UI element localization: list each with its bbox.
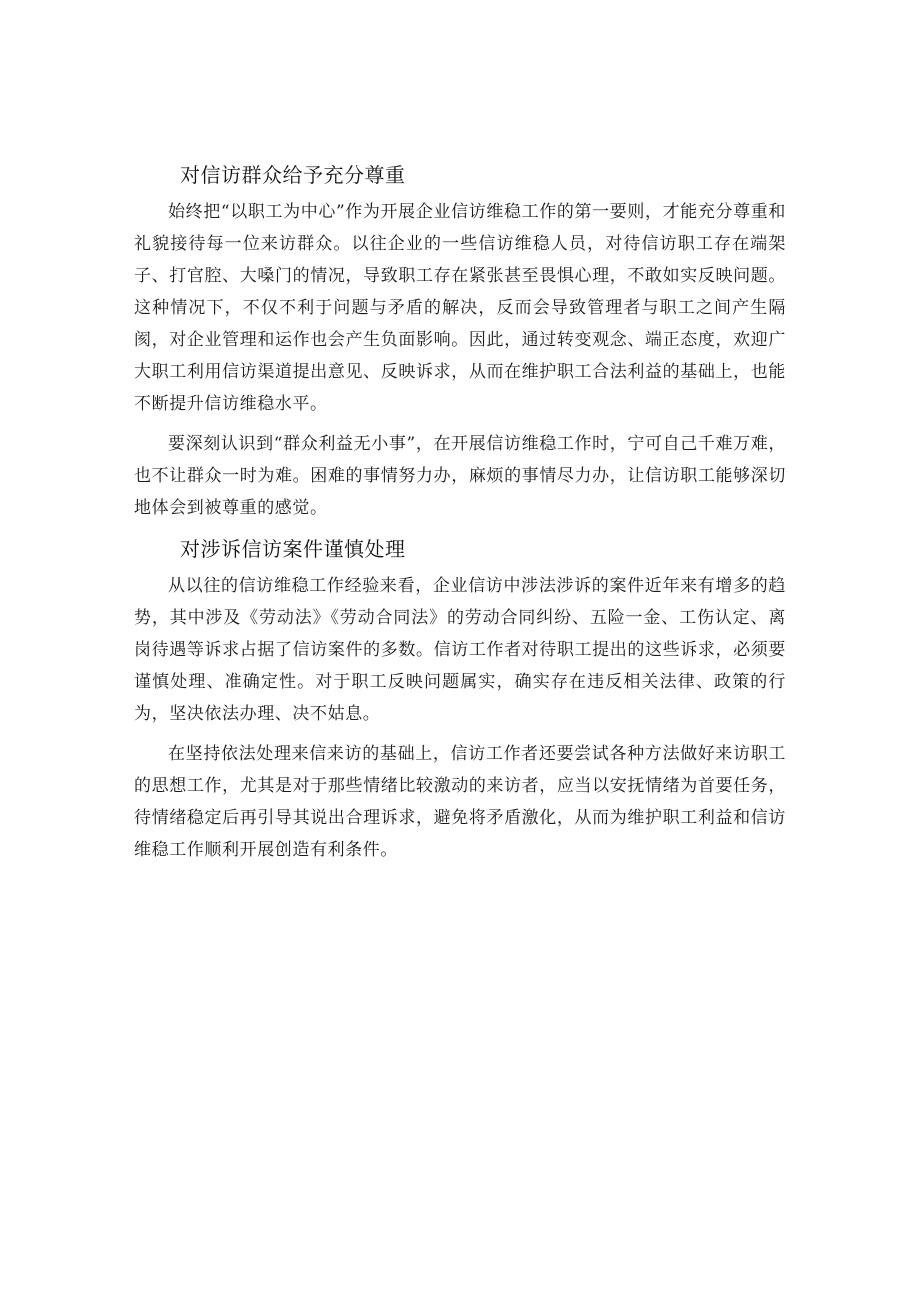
section-heading-2: 对涉诉信访案件谨慎处理	[180, 537, 406, 561]
section-2-paragraph-2: 在坚持依法处理来信来访的基础上，信访工作者还要尝试各种方法做好来访职工的思想工作，尤其是对于那些情绪比较激动的来访者，应当以安抚情绪为首要任务，待情绪稳定后再引导其说出合理诉求，避免将矛盾激化，从而为维护职工利益和信访维稳工作顺利开展创造有利条件。	[134, 744, 786, 860]
section-heading-1: 对信访群众给予充分尊重	[180, 163, 406, 187]
section-1-paragraph-2: 要深刻认识到“群众利益无小事”，在开展信访维稳工作时，宁可自己千难万难，也不让群众一时为难。困难的事情努力办，麻烦的事情尽力办，让信访职工能够深切地体会到被尊重的感觉。	[134, 434, 786, 518]
section-2-paragraph-1: 从以往的信访维稳工作经验来看，企业信访中涉法涉诉的案件近年来有增多的趋势，其中涉及《劳动法》《劳动合同法》的劳动合同纠纷、五险一金、工伤认定、离岗待遇等诉求占据了信访案件的多数。信访工作者对待职工提出的这些诉求，必须要谨慎处理、准确定性。对于职工反映问题属实，确实存在违反相关法律、政策的行为，坚决依法办理、决不姑息。	[134, 576, 786, 724]
document-body	[134, 160, 786, 874]
section-1-paragraph-1: 始终把“以职工为中心”作为开展企业信访维稳工作的第一要则，才能充分尊重和礼貌接待每一位来访群众。以往企业的一些信访维稳人员，对待信访职工存在端架子、打官腔、大嗓门的情况，导致职工存在紧张甚至畏惧心理，不敢如实反映问题。这种情况下，不仅不利于问题与矛盾的解决，反而会导致管理者与职工之间产生隔阂，对企业管理和运作也会产生负面影响。因此，通过转变观念、端正态度，欢迎广大职工利用信访渠道提出意见、反映诉求，从而在维护职工合法利益的基础上，也能不断提升信访维稳水平。	[134, 202, 786, 414]
